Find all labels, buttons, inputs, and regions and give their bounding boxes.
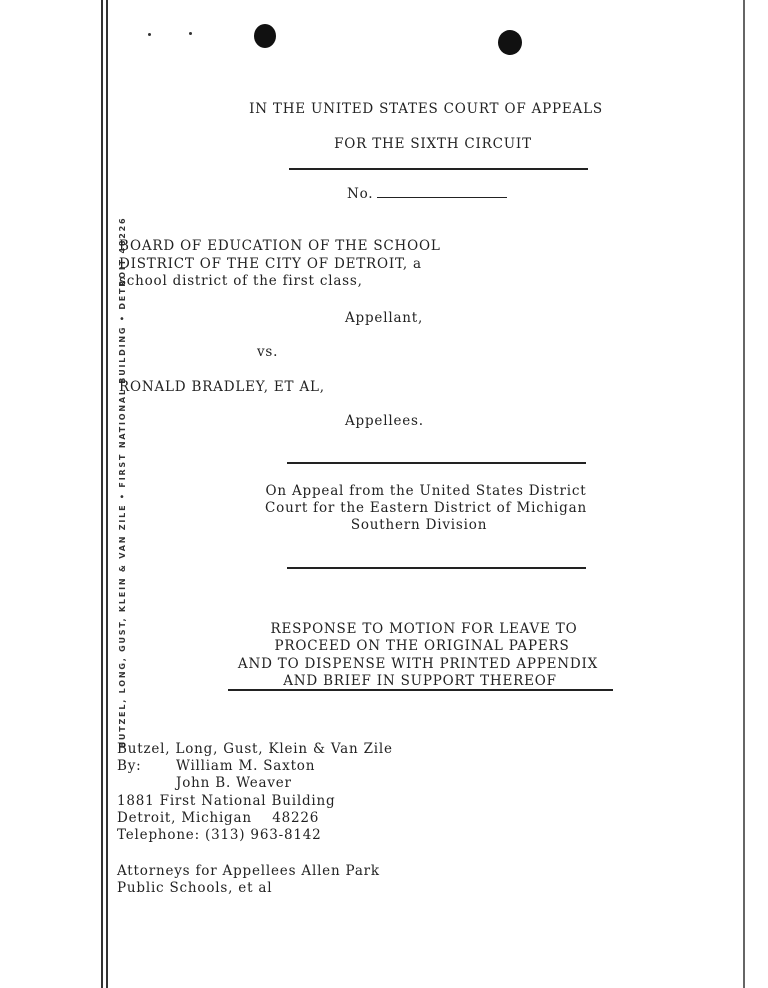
sidebar-letterhead: BUTZEL, LONG, GUST, KLEIN & VAN ZILE • FIRST NATIONAL BUILDING • DETROIT 48226 — [118, 216, 127, 748]
counsel-firm: Butzel, Long, Gust, Klein & Van Zile — [117, 741, 393, 757]
margin-line-right — [743, 0, 745, 988]
appeal-rule — [287, 567, 586, 569]
versus: vs. — [257, 344, 279, 360]
title-line3: AND TO DISPENSE WITH PRINTED APPENDIX — [237, 656, 599, 672]
speck — [189, 32, 192, 35]
counsel-by-label: By: — [117, 758, 142, 774]
court-title-line2: FOR THE SIXTH CIRCUIT — [334, 136, 532, 152]
appellant-line3: school district of the first class, — [119, 273, 363, 289]
counsel-attorney2: John B. Weaver — [176, 775, 292, 791]
counsel-address2: Detroit, Michigan 48226 — [117, 810, 320, 826]
appeal-from-line1: On Appeal from the United States District — [265, 483, 587, 499]
punch-hole-right — [498, 30, 522, 55]
margin-line-left — [101, 0, 103, 988]
counsel-address1: 1881 First National Building — [117, 793, 336, 809]
parties-rule — [287, 462, 586, 464]
appellant-line2: DISTRICT OF THE CITY OF DETROIT, a — [119, 256, 422, 272]
title-line4: AND BRIEF IN SUPPORT THEREOF — [283, 673, 557, 689]
appeal-from-line3: Southern Division — [350, 517, 488, 533]
appellees-name: RONALD BRADLEY, ET AL, — [119, 379, 325, 395]
attorneys-for-line2: Public Schools, et al — [117, 880, 273, 896]
counsel-telephone: Telephone: (313) 963-8142 — [117, 827, 322, 843]
title-underline — [228, 689, 613, 691]
case-number-blank — [377, 186, 507, 198]
speck — [148, 33, 151, 36]
appellant-line1: BOARD OF EDUCATION OF THE SCHOOL — [119, 238, 441, 254]
title-line2: PROCEED ON THE ORIGINAL PAPERS — [274, 638, 570, 654]
case-number-label: No. — [347, 186, 374, 202]
appeal-from-line2: Court for the Eastern District of Michigan — [265, 500, 587, 516]
appellant-role: Appellant, — [345, 310, 424, 326]
case-number — [347, 186, 507, 202]
title-line1: RESPONSE TO MOTION FOR LEAVE TO — [270, 621, 578, 637]
margin-line-inner — [106, 0, 108, 988]
punch-hole-left — [254, 24, 276, 48]
counsel-attorney1: William M. Saxton — [176, 758, 316, 774]
heading-rule — [289, 168, 588, 170]
court-title-line1: IN THE UNITED STATES COURT OF APPEALS — [249, 101, 603, 117]
appellees-role: Appellees. — [345, 413, 424, 429]
attorneys-for-line1: Attorneys for Appellees Allen Park — [117, 863, 380, 879]
